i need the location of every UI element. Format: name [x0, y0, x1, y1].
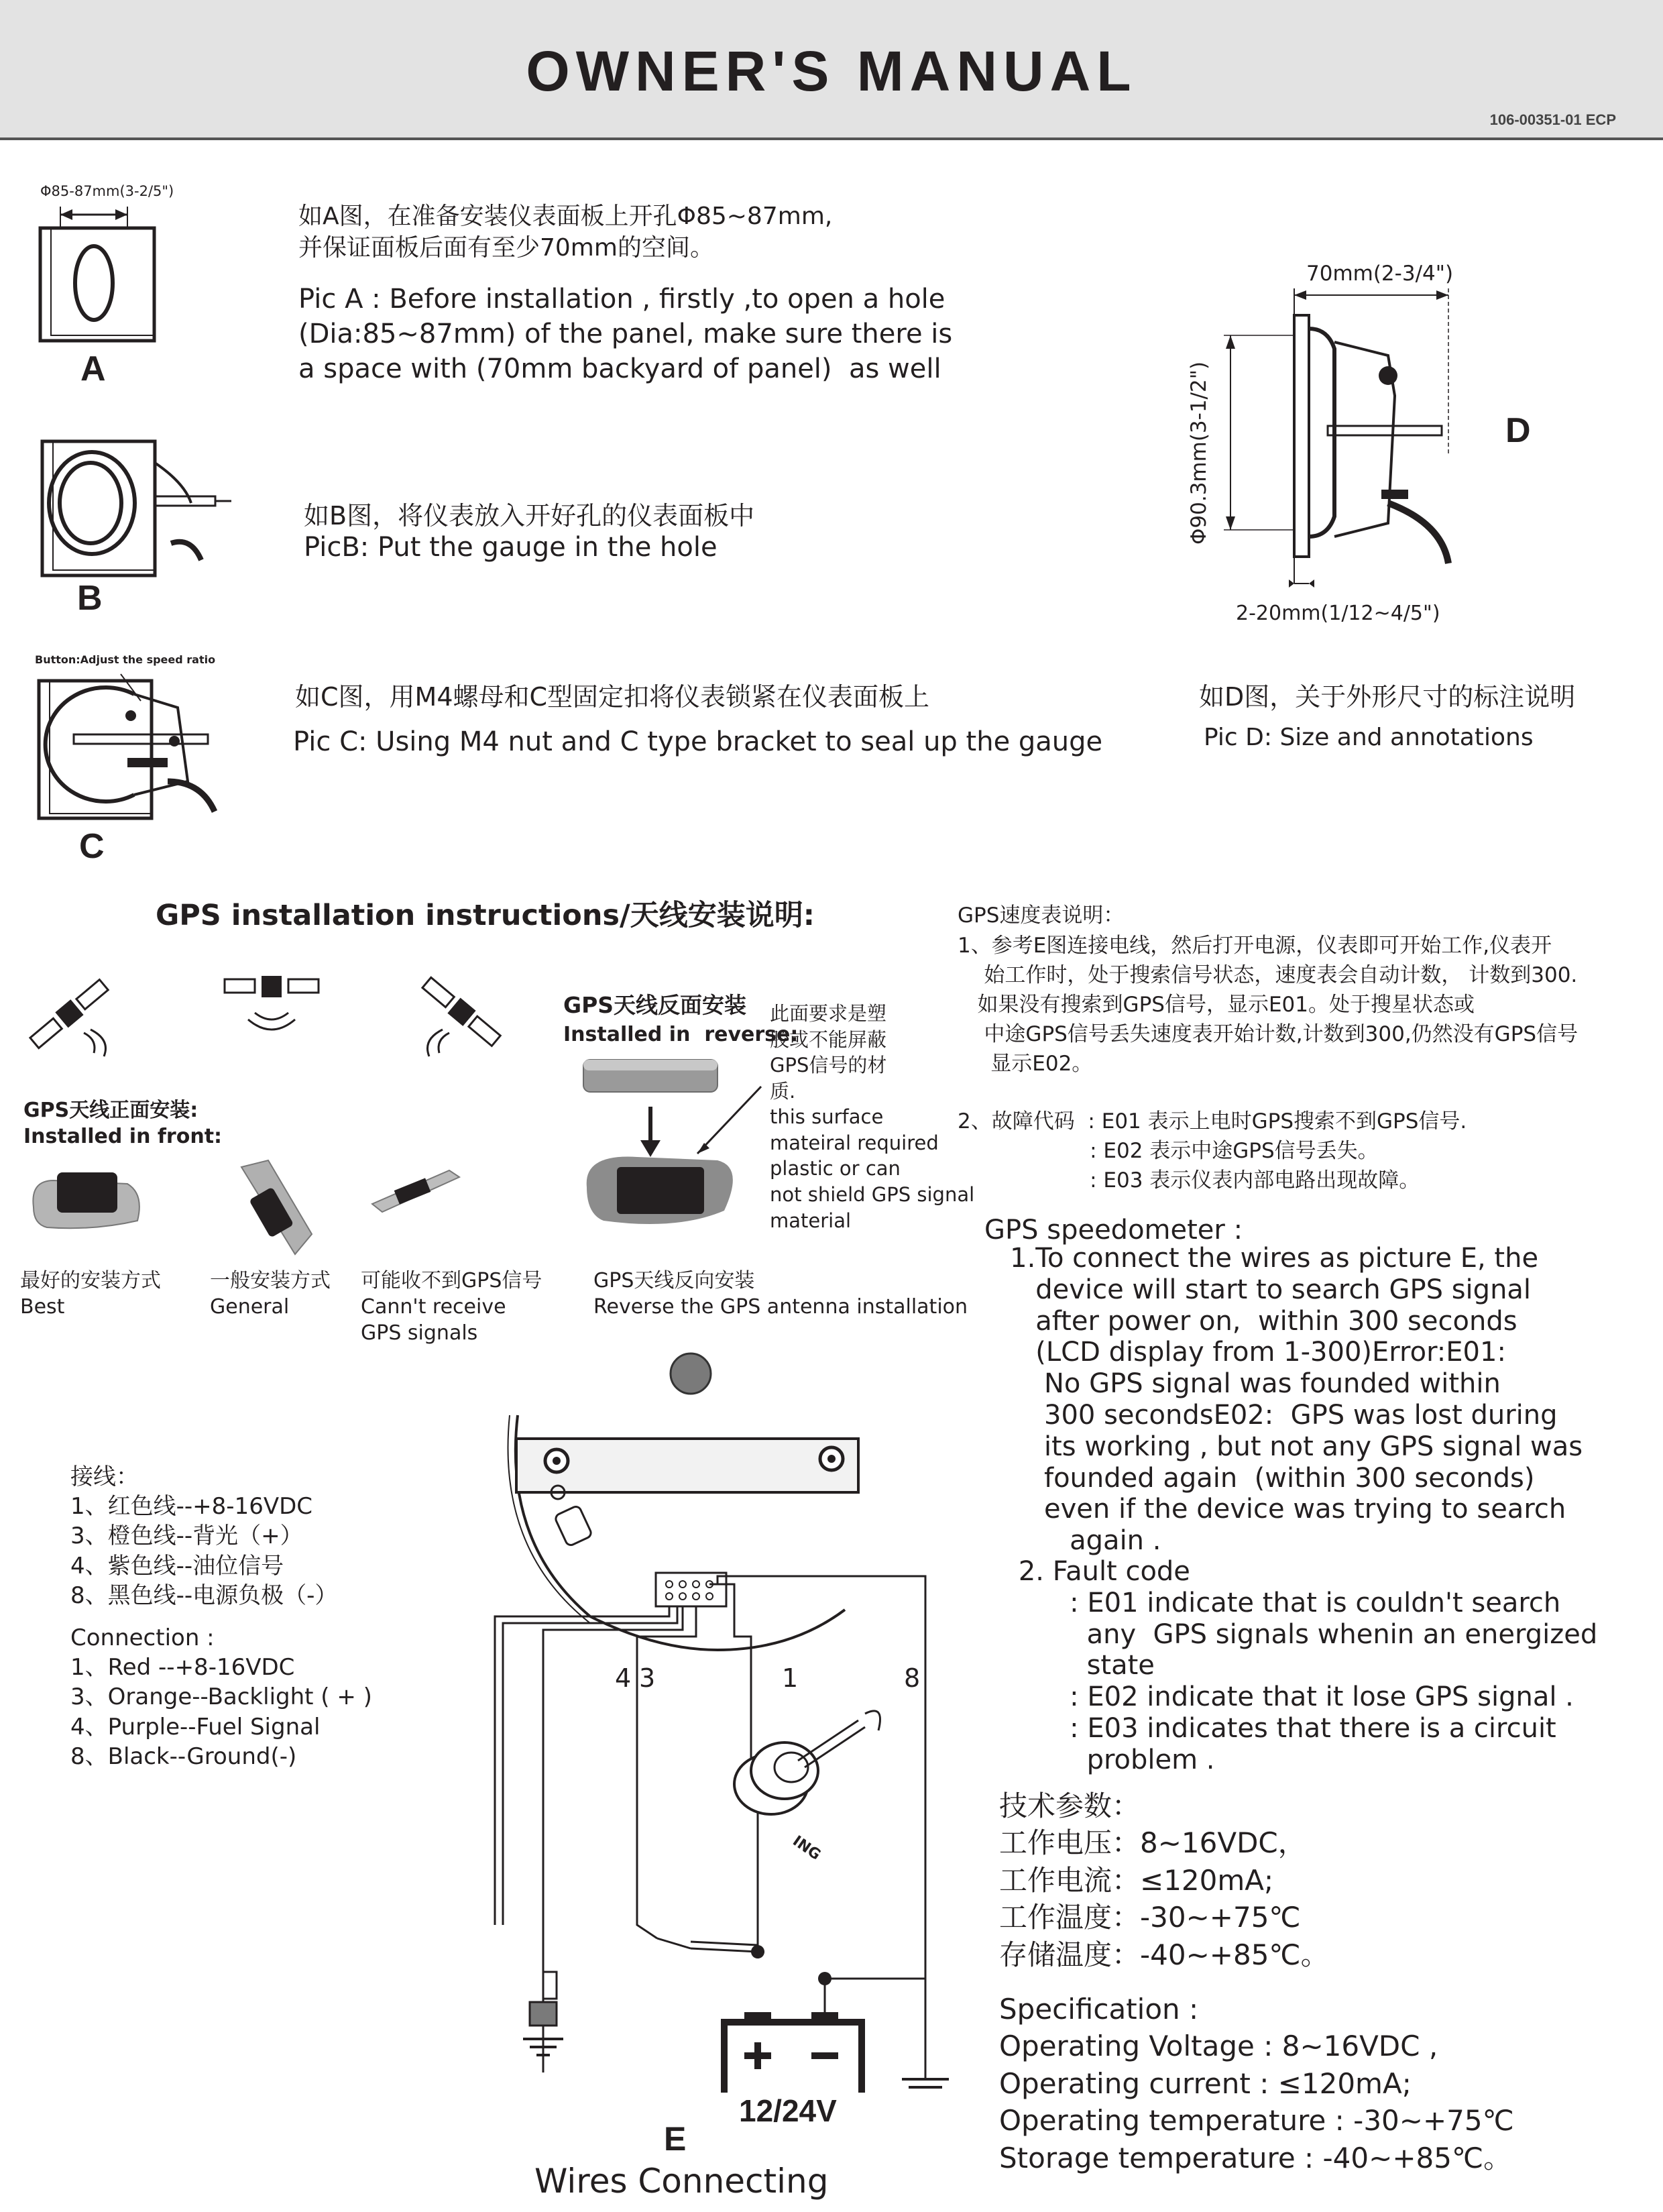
pic-d-diameter-label: Φ90.3mm(3-1/2"): [1187, 361, 1211, 545]
gps-install-heading: GPS installation instructions/天线安装说明:: [156, 899, 815, 932]
gps-surface-note: 此面要求是塑 胶或不能屏蔽 GPS信号的材 质. this surface mateiral required plastic or can not shield GPS signal material: [770, 1002, 975, 1232]
gps-reverse-caption: GPS天线反向安装 Reverse the GPS antenna installation: [593, 1269, 968, 1319]
pic-d-zh: 如D图，关于外形尺寸的标注说明: [1199, 682, 1576, 712]
pin-1-label: 1: [782, 1663, 799, 1693]
antenna-general-drawing: [228, 1154, 322, 1261]
pic-b-en: PicB: Put the gauge in the hole: [304, 532, 718, 563]
gps-front-title: GPS天线正面安装: Installed in front:: [23, 1099, 223, 1148]
pic-b-zh: 如B图，将仪表放入开好孔的仪表面板中: [304, 501, 755, 531]
pic-e-letter: E: [664, 2120, 687, 2158]
speedo-zh-item1: 1、参考E图连接电线，然后打开电源，仪表即可开始工作,仪表开 始工作时，处于搜索信号状态，速度表会自动计数， 计数到300. 如果没有搜索到GPS信号，显示E01。处于搜星状态或 中途GPS信号丢失速度表开始计数,计数到300,仍然没有GPS信号 显示E02。: [958, 934, 1579, 1076]
antenna-best-drawing: [27, 1160, 148, 1234]
antenna-weak-drawing: [369, 1164, 463, 1217]
wiring-zh: 接线： 1、红色线--+8-16VDC 3、橙色线--背光（+） 4、紫色线--油位信号 8、黑色线--电源负极（-）: [70, 1463, 338, 1609]
satellite-icon-center: [218, 966, 325, 1046]
pic-d-en: Pic D: Size and annotations: [1204, 724, 1534, 751]
pic-b-drawing: [37, 436, 238, 590]
antenna-reverse-drawing: [577, 1053, 764, 1248]
pic-d-depth-label: 70mm(2-3/4"): [1306, 262, 1454, 286]
pic-a-en: Pic A : Before installation , firstly ,to open a hole (Dia:85~87mm) of the panel, make sure there is a space with (70mm backyard of panel) as well: [298, 284, 953, 384]
pic-a-drawing: [34, 201, 168, 355]
pic-c-zh: 如C图，用M4螺母和C型固定扣将仪表锁紧在仪表面板上: [295, 682, 930, 712]
diagram-e-caption: Wires Connecting: [534, 2162, 829, 2201]
pic-b-letter: B: [77, 579, 103, 618]
pic-d-drawing: [1187, 282, 1469, 597]
gps-reverse-title-en: Installed in reverse:: [563, 1023, 799, 1046]
pic-c-letter: C: [79, 827, 105, 866]
gps-reverse-title-zh: GPS天线反面安装: [563, 992, 747, 1018]
spec-en: Specification : Operating Voltage : 8~16VDC , Operating current : ≤120mA; Operating temperature : -30~+75℃ Storage temperature : -40~+85℃。: [999, 1993, 1514, 2174]
gps-general-caption: 一般安装方式 General: [210, 1269, 331, 1319]
pic-c-button-note: Button:Adjust the speed ratio: [35, 653, 216, 666]
satellite-icon-right: [412, 973, 513, 1060]
pic-c-en: Pic C: Using M4 nut and C type bracket to seal up the gauge: [293, 726, 1103, 757]
speedo-en-item1: 1.To connect the wires as picture E, the device will start to search GPS signal after power on, within 300 seconds (LCD display from 1-300)Error:E01: No GPS signal was founded within 300 secondsE02: GPS was lost during its working , but not any GPS signal was founded again (within 300 seconds) even if the device was trying to search again .: [1010, 1243, 1583, 1557]
wiring-en: Connection : 1、Red --+8-16VDC 3、Orange--Backlight ( + ) 4、Purple--Fuel Signal 8、Black--Ground(-): [70, 1624, 372, 1770]
pic-d-letter: D: [1505, 411, 1531, 450]
wiring-diagram: [483, 1341, 966, 2093]
pic-a-dim-label: Φ85-87mm(3-2/5"): [40, 183, 174, 199]
gps-weak-caption: 可能收不到GPS信号 Cann't receive GPS signals: [361, 1269, 542, 1345]
pin-4-label: 4: [615, 1663, 632, 1693]
ignition-label: ING: [789, 1832, 824, 1864]
speedo-zh-title: GPS速度表说明：: [958, 903, 1125, 928]
pin-3-label: 3: [639, 1663, 656, 1693]
pic-a-zh: 如A图，在准备安装仪表面板上开孔Φ85~87mm, 并保证面板后面有至少70mm的空间。: [298, 203, 833, 262]
satellite-icon-left: [20, 973, 121, 1060]
speedo-en-title: GPS speedometer :: [984, 1215, 1243, 1246]
pic-d-panel-label: 2-20mm(1/12~4/5"): [1236, 602, 1440, 625]
document-title: OWNER'S MANUAL: [526, 40, 1137, 103]
pic-a-letter: A: [80, 349, 106, 388]
speedo-en-item2: 2. Fault code : E01 indicate that is couldn't search any GPS signals whenin an energized state : E02 indicate that it lose GPS signal . : E03 indicates that there is a circuit problem .: [1018, 1556, 1598, 1775]
battery-voltage-label: 12/24V: [739, 2093, 837, 2128]
spec-zh: 技术参数： 工作电压：8~16VDC， 工作电流：≤120mA; 工作温度：-30~+75℃ 存储温度：-40~+85℃。: [999, 1789, 1329, 1971]
pin-8-label: 8: [904, 1663, 921, 1693]
pic-c-drawing: [34, 667, 235, 828]
document-code: 106-00351-01 ECP: [1489, 111, 1616, 128]
header-bar: [0, 0, 1663, 140]
gps-best-caption: 最好的安装方式 Best: [20, 1269, 161, 1319]
speedo-zh-item2: 2、故障代码 : E01 表示上电时GPS搜索不到GPS信号. : E02 表示中途GPS信号丢失。 : E03 表示仪表内部电路出现故障。: [958, 1109, 1467, 1193]
